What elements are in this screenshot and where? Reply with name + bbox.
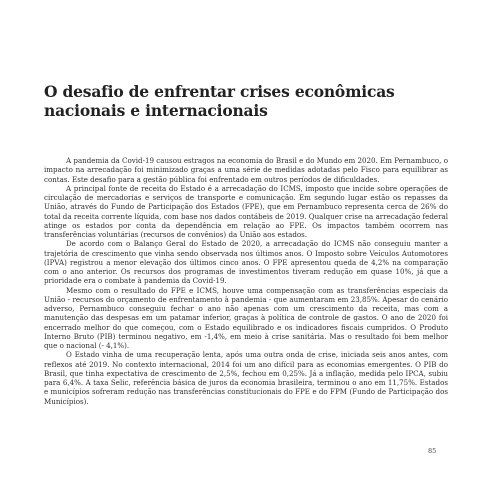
section-heading [44, 82, 444, 120]
heading-line-1: O desafio de enfrentar crises econômicas [44, 82, 395, 101]
paragraph: A principal fonte de receita do Estado é a arrecadação do ICMS, imposto que incide sobre operações de circulação de mercadorias e serviços de transporte e comunicação. Em segundo lugar estão os repasses da União, através do Fundo de Participação dos Estados (FPE), que em Pernambuco representa cerca de 26% do total da receita corrente líquida, com base nos dados contábeis de 2019. Qualquer crise na arrecadação federal atinge os estados por conta da dependência em relação ao FPE. Os impactos também ocorrem nas transferências voluntárias (recursos de convênios) da União aos estados. [44, 183, 448, 239]
paragraph: A pandemia da Covid-19 causou estragos na economia do Brasil e do Mundo em 2020. Em Pernambuco, o impacto na arrecadação foi minimizado graças a uma série de medidas adotadas pelo Fisco para equilibrar as contas. Este desafio para a gestão pública foi enfrentado em outros períodos de dificuldades. [44, 156, 448, 184]
paragraph: O Estado vinha de uma recuperação lenta, após uma outra onda de crise, iniciada seis anos antes, com reflexos até 2019. No contexto internacional, 2014 foi um ano difícil para as economias emergentes. O PIB do Brasil, que tinha expectativa de crescimento de 2,5%, fechou em 0,25%. Já a inflação, medida pelo IPCA, subiu para 6,4%. A taxa Selic, referência básica de juros da economia brasileira, terminou o ano em 11,75%. Estados e municípios sofreram redução nas transferências constitucionais do FPE e do FPM (Fundo de Participação dos Municípios). [44, 350, 448, 406]
page-number: 85 [428, 447, 437, 455]
paragraph: Mesmo com o resultado do FPE e ICMS, houve uma compensação com as transferências especiais da União - recursos do orçamento de enfrentamento à pandemia - que aumentaram em 23,85%. Apesar do cenário adverso, Pernambuco conseguiu fechar o ano não apenas com um crescimento da receita, mas com a manutenção das despesas em um patamar inferior, graças à política de controle de gastos. O ano de 2020 foi encerrado melhor do que começou, com o Estado equilibrado e os indicadores fiscais cumpridos. O Produto Interno Bruto (PIB) terminou negativo, em -1,4%, em meio à crise sanitária. Mas o resultado foi bem melhor que o nacional (- 4,1%). [44, 285, 448, 350]
paragraph: De acordo com o Balanço Geral do Estado de 2020, a arrecadação do ICMS não conseguiu manter a trajetória de crescimento que vinha sendo observada nos últimos anos. O Imposto sobre Veículos Automotores (IPVA) registrou a menor elevação dos últimos cinco anos. O FPE apresentou queda de 4,2% na comparação com o ano anterior. Os recursos dos programas de investimentos tiveram redução em quase 10%, já que a prioridade era o combate à pandemia da Covid-19. [44, 239, 448, 286]
heading-line-2: nacionais e internacionais [44, 101, 268, 120]
body-text [44, 156, 448, 406]
